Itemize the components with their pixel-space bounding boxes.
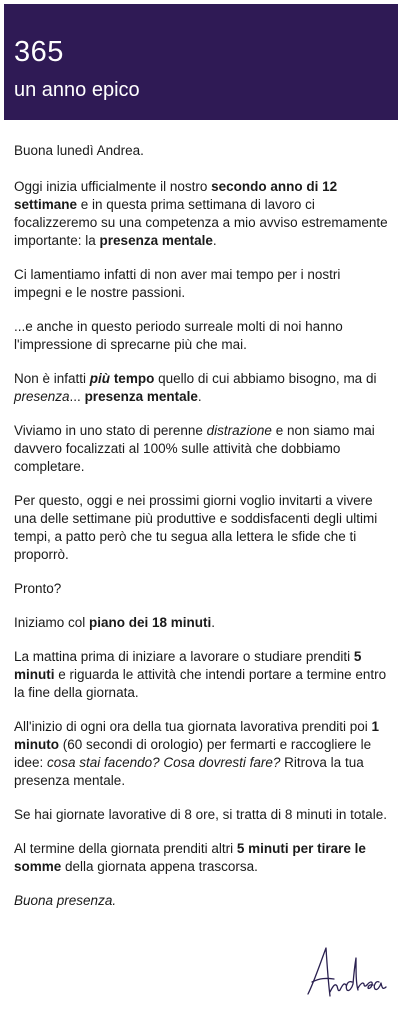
text: ... bbox=[69, 389, 85, 404]
bold-text: tempo bbox=[113, 371, 155, 386]
italic-text: cosa stai facendo? Cosa dovresti fare? bbox=[47, 755, 281, 770]
paragraph-10 bbox=[14, 718, 390, 790]
text: Iniziamo col bbox=[14, 615, 90, 630]
paragraph-9 bbox=[14, 648, 390, 702]
text: quello di cui abbiamo bisogno, ma di bbox=[154, 371, 377, 386]
paragraph-7: Pronto? bbox=[14, 581, 62, 596]
text: Al termine della giornata prenditi altri bbox=[14, 841, 237, 856]
paragraph-8 bbox=[14, 614, 390, 632]
closing bbox=[14, 892, 390, 910]
signature-image bbox=[300, 942, 392, 1010]
text: . bbox=[212, 233, 217, 248]
italic-text: presenza bbox=[14, 389, 70, 404]
email-body bbox=[14, 142, 390, 926]
bold-text: presenza mentale bbox=[99, 233, 213, 248]
bold-italic-text: più bbox=[89, 371, 111, 386]
bold-text: 5 minuti per tirare le somme bbox=[14, 841, 366, 874]
header-number: 365 bbox=[14, 36, 64, 68]
italic-text: distrazione bbox=[206, 423, 272, 438]
bold-text: 1 minuto bbox=[14, 719, 380, 752]
bold-text: secondo anno di 12 settimane bbox=[14, 179, 338, 212]
paragraph-6: Per questo, oggi e nei prossimi giorni voglio invitarti a vivere una delle settimane più produttive e soddisfacenti degli ultimi tempi, a patto però che tu segua alla lettera le sfide che ti proporrò. bbox=[14, 493, 378, 562]
newsletter-header bbox=[4, 4, 398, 120]
text: . bbox=[211, 615, 216, 630]
text: Viviamo in uno stato di perenne bbox=[14, 423, 207, 438]
text: All'inizio di ogni ora della tua giornata lavorativa prenditi poi bbox=[14, 719, 372, 734]
paragraph-12 bbox=[14, 840, 390, 876]
bold-text: presenza mentale bbox=[84, 389, 198, 404]
text: Oggi inizia ufficialmente il nostro bbox=[14, 179, 212, 194]
paragraph-11: Se hai giornate lavorative di 8 ore, si tratta di 8 minuti in totale. bbox=[14, 807, 387, 822]
italic-text: Buona presenza. bbox=[14, 893, 117, 908]
text: Non è infatti bbox=[14, 371, 90, 386]
text: Ritrova la tua presenza mentale. bbox=[14, 755, 364, 788]
header-subtitle: un anno epico bbox=[14, 79, 140, 101]
bold-text: 5 minuti bbox=[14, 649, 362, 682]
paragraph-3: ...e anche in questo periodo surreale molti di noi hanno l'impressione di sprecarne più che mai. bbox=[14, 319, 343, 352]
paragraph-4 bbox=[14, 370, 390, 406]
text: (60 secondi di orologio) per fermarti e raccogliere le idee: bbox=[14, 737, 372, 770]
text: e in questa prima settimana di lavoro ci focalizzeremo su una competenza a mio avviso estremamente importante: la bbox=[14, 197, 388, 248]
text: . bbox=[197, 389, 202, 404]
bold-text: piano dei 18 minuti bbox=[89, 615, 212, 630]
text: e non siamo mai davvero focalizzati al 100% sulle attività che dobbiamo completare. bbox=[14, 423, 375, 474]
text: e riguarda le attività che intendi portare a termine entro la fine della giornata. bbox=[14, 667, 387, 700]
paragraph-intro bbox=[14, 178, 390, 250]
paragraph-5 bbox=[14, 422, 390, 476]
text: La mattina prima di iniziare a lavorare o studiare prenditi bbox=[14, 649, 354, 664]
paragraph-2: Ci lamentiamo infatti di non aver mai tempo per i nostri impegni e le nostre passioni. bbox=[14, 267, 341, 300]
text: della giornata appena trascorsa. bbox=[61, 859, 258, 874]
greeting: Buona lunedì Andrea. bbox=[14, 143, 144, 158]
